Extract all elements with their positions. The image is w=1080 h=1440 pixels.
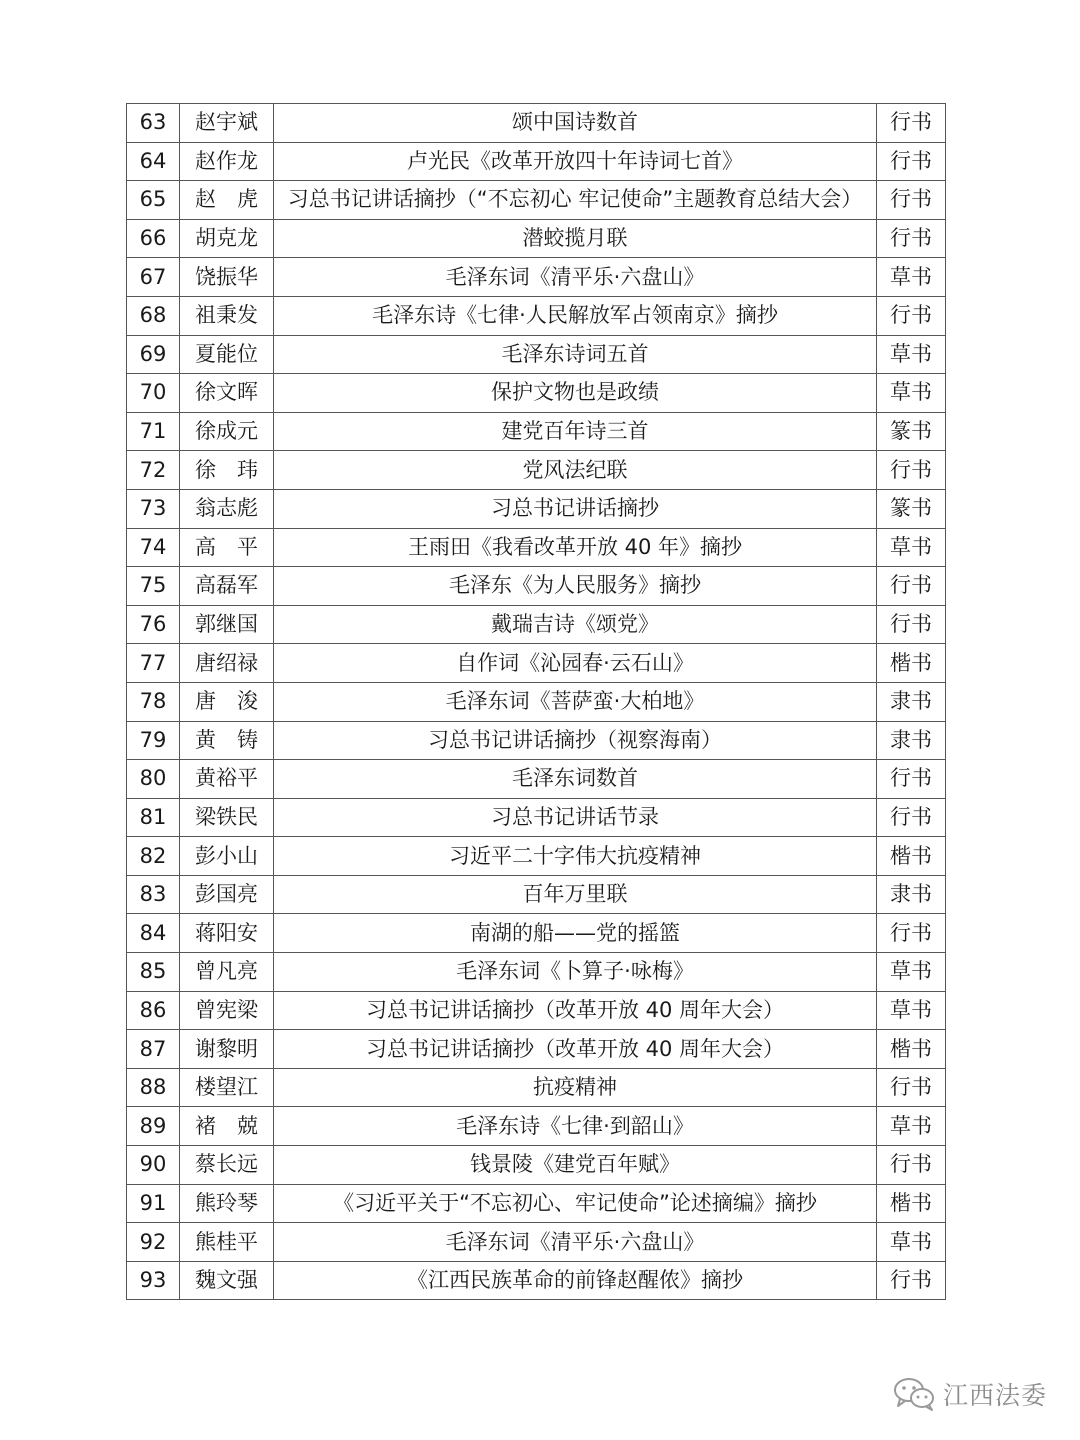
script-style: 草书 <box>877 1223 946 1262</box>
script-style: 行书 <box>877 296 946 335</box>
table-row <box>127 451 946 490</box>
script-style: 行书 <box>877 142 946 181</box>
table-row <box>127 991 946 1030</box>
entry-number: 72 <box>127 451 180 490</box>
work-title: 戴瑞吉诗《颂党》 <box>274 605 877 644</box>
author-name: 高磊军 <box>180 567 274 606</box>
work-title: 潜蛟揽月联 <box>274 219 877 258</box>
table-row <box>127 412 946 451</box>
table-row <box>127 644 946 683</box>
wechat-icon <box>893 1376 937 1412</box>
entry-number: 93 <box>127 1261 180 1300</box>
script-style: 隶书 <box>877 682 946 721</box>
work-title: 毛泽东词数首 <box>274 760 877 799</box>
work-title: 习总书记讲话摘抄（“不忘初心 牢记使命”主题教育总结大会） <box>274 181 877 220</box>
script-style: 行书 <box>877 219 946 258</box>
author-name: 梁铁民 <box>180 798 274 837</box>
work-title: 南湖的船——党的摇篮 <box>274 914 877 953</box>
author-name: 熊玲琴 <box>180 1184 274 1223</box>
author-name: 夏能位 <box>180 335 274 374</box>
entry-number: 83 <box>127 875 180 914</box>
work-title: 习总书记讲话摘抄（改革开放 40 周年大会） <box>274 1030 877 1069</box>
table-row <box>127 1223 946 1262</box>
work-title: 习总书记讲话摘抄 <box>274 489 877 528</box>
work-title: 毛泽东词《菩萨蛮·大柏地》 <box>274 682 877 721</box>
author-name: 高 平 <box>180 528 274 567</box>
author-name: 赵宇斌 <box>180 104 274 143</box>
script-style: 行书 <box>877 104 946 143</box>
table-row <box>127 721 946 760</box>
author-name: 郭继国 <box>180 605 274 644</box>
work-title: 毛泽东词《清平乐·六盘山》 <box>274 258 877 297</box>
script-style: 行书 <box>877 567 946 606</box>
script-style: 篆书 <box>877 489 946 528</box>
table-row <box>127 258 946 297</box>
script-style: 楷书 <box>877 644 946 683</box>
entry-number: 75 <box>127 567 180 606</box>
script-style: 行书 <box>877 451 946 490</box>
table-row <box>127 104 946 143</box>
entry-number: 91 <box>127 1184 180 1223</box>
entry-number: 77 <box>127 644 180 683</box>
entry-number: 79 <box>127 721 180 760</box>
author-name: 赵作龙 <box>180 142 274 181</box>
author-name: 黄裕平 <box>180 760 274 799</box>
table-row <box>127 953 946 992</box>
script-style: 草书 <box>877 335 946 374</box>
author-name: 祖秉发 <box>180 296 274 335</box>
script-style: 草书 <box>877 991 946 1030</box>
author-name: 蔡长远 <box>180 1146 274 1185</box>
work-title: 毛泽东《为人民服务》摘抄 <box>274 567 877 606</box>
table-row <box>127 914 946 953</box>
author-name: 楼望江 <box>180 1068 274 1107</box>
table-row <box>127 1107 946 1146</box>
author-name: 饶振华 <box>180 258 274 297</box>
entry-number: 87 <box>127 1030 180 1069</box>
table-row <box>127 528 946 567</box>
work-title: 习总书记讲话节录 <box>274 798 877 837</box>
work-title: 钱景陵《建党百年赋》 <box>274 1146 877 1185</box>
work-title: 习总书记讲话摘抄（视察海南） <box>274 721 877 760</box>
entry-number: 69 <box>127 335 180 374</box>
table-row <box>127 682 946 721</box>
work-title: 《习近平关于“不忘初心、牢记使命”论述摘编》摘抄 <box>274 1184 877 1223</box>
work-title: 毛泽东诗词五首 <box>274 335 877 374</box>
work-title: 卢光民《改革开放四十年诗词七首》 <box>274 142 877 181</box>
script-style: 行书 <box>877 1146 946 1185</box>
table-row <box>127 489 946 528</box>
script-style: 草书 <box>877 528 946 567</box>
author-name: 曾凡亮 <box>180 953 274 992</box>
entry-number: 68 <box>127 296 180 335</box>
entry-number: 74 <box>127 528 180 567</box>
script-style: 行书 <box>877 760 946 799</box>
table-row <box>127 798 946 837</box>
entry-number: 90 <box>127 1146 180 1185</box>
table-row <box>127 181 946 220</box>
script-style: 行书 <box>877 914 946 953</box>
script-style: 楷书 <box>877 837 946 876</box>
table-row <box>127 1030 946 1069</box>
entries-table <box>126 103 946 1300</box>
entry-number: 89 <box>127 1107 180 1146</box>
table-row <box>127 1261 946 1300</box>
author-name: 黄 铸 <box>180 721 274 760</box>
script-style: 篆书 <box>877 412 946 451</box>
script-style: 草书 <box>877 953 946 992</box>
entry-number: 81 <box>127 798 180 837</box>
author-name: 谢黎明 <box>180 1030 274 1069</box>
script-style: 隶书 <box>877 875 946 914</box>
table-row <box>127 605 946 644</box>
work-title: 习总书记讲话摘抄（改革开放 40 周年大会） <box>274 991 877 1030</box>
entry-number: 64 <box>127 142 180 181</box>
work-title: 保护文物也是政绩 <box>274 374 877 413</box>
entry-number: 65 <box>127 181 180 220</box>
author-name: 褚 兢 <box>180 1107 274 1146</box>
work-title: 建党百年诗三首 <box>274 412 877 451</box>
script-style: 草书 <box>877 374 946 413</box>
table-row <box>127 567 946 606</box>
work-title: 抗疫精神 <box>274 1068 877 1107</box>
watermark-text: 江西法委 <box>943 1381 1048 1410</box>
table-row <box>127 296 946 335</box>
work-title: 习近平二十字伟大抗疫精神 <box>274 837 877 876</box>
author-name: 熊桂平 <box>180 1223 274 1262</box>
entry-number: 88 <box>127 1068 180 1107</box>
author-name: 曾宪梁 <box>180 991 274 1030</box>
work-title: 党风法纪联 <box>274 451 877 490</box>
work-title: 毛泽东词《卜算子·咏梅》 <box>274 953 877 992</box>
table-row <box>127 1184 946 1223</box>
work-title: 《江西民族革命的前锋赵醒侬》摘抄 <box>274 1261 877 1300</box>
work-title: 毛泽东诗《七律·到韶山》 <box>274 1107 877 1146</box>
author-name: 唐 浚 <box>180 682 274 721</box>
script-style: 隶书 <box>877 721 946 760</box>
entry-number: 82 <box>127 837 180 876</box>
table-row <box>127 837 946 876</box>
work-title: 毛泽东诗《七律·人民解放军占领南京》摘抄 <box>274 296 877 335</box>
author-name: 唐绍禄 <box>180 644 274 683</box>
author-name: 胡克龙 <box>180 219 274 258</box>
entry-number: 73 <box>127 489 180 528</box>
entry-number: 76 <box>127 605 180 644</box>
script-style: 行书 <box>877 1068 946 1107</box>
table-row <box>127 1146 946 1185</box>
entry-number: 71 <box>127 412 180 451</box>
script-style: 行书 <box>877 798 946 837</box>
table-row <box>127 760 946 799</box>
author-name: 翁志彪 <box>180 489 274 528</box>
table-row <box>127 1068 946 1107</box>
script-style: 行书 <box>877 1261 946 1300</box>
script-style: 行书 <box>877 605 946 644</box>
script-style: 楷书 <box>877 1030 946 1069</box>
entry-number: 92 <box>127 1223 180 1262</box>
entry-number: 70 <box>127 374 180 413</box>
entry-number: 78 <box>127 682 180 721</box>
script-style: 草书 <box>877 1107 946 1146</box>
script-style: 楷书 <box>877 1184 946 1223</box>
author-name: 魏文强 <box>180 1261 274 1300</box>
entry-number: 67 <box>127 258 180 297</box>
work-title: 颂中国诗数首 <box>274 104 877 143</box>
table-row <box>127 875 946 914</box>
entry-number: 66 <box>127 219 180 258</box>
entry-number: 84 <box>127 914 180 953</box>
entry-number: 63 <box>127 104 180 143</box>
table-row <box>127 219 946 258</box>
work-title: 自作词《沁园春·云石山》 <box>274 644 877 683</box>
author-name: 彭小山 <box>180 837 274 876</box>
work-title: 百年万里联 <box>274 875 877 914</box>
author-name: 赵 虎 <box>180 181 274 220</box>
entries-table-body <box>127 104 946 1300</box>
table-row <box>127 142 946 181</box>
script-style: 草书 <box>877 258 946 297</box>
entry-number: 85 <box>127 953 180 992</box>
author-name: 蒋阳安 <box>180 914 274 953</box>
table-row <box>127 374 946 413</box>
author-name: 彭国亮 <box>180 875 274 914</box>
entry-number: 80 <box>127 760 180 799</box>
script-style: 行书 <box>877 181 946 220</box>
author-name: 徐文晖 <box>180 374 274 413</box>
author-name: 徐 玮 <box>180 451 274 490</box>
work-title: 毛泽东词《清平乐·六盘山》 <box>274 1223 877 1262</box>
work-title: 王雨田《我看改革开放 40 年》摘抄 <box>274 528 877 567</box>
author-name: 徐成元 <box>180 412 274 451</box>
table-row <box>127 335 946 374</box>
entry-number: 86 <box>127 991 180 1030</box>
watermark <box>893 1370 1047 1418</box>
